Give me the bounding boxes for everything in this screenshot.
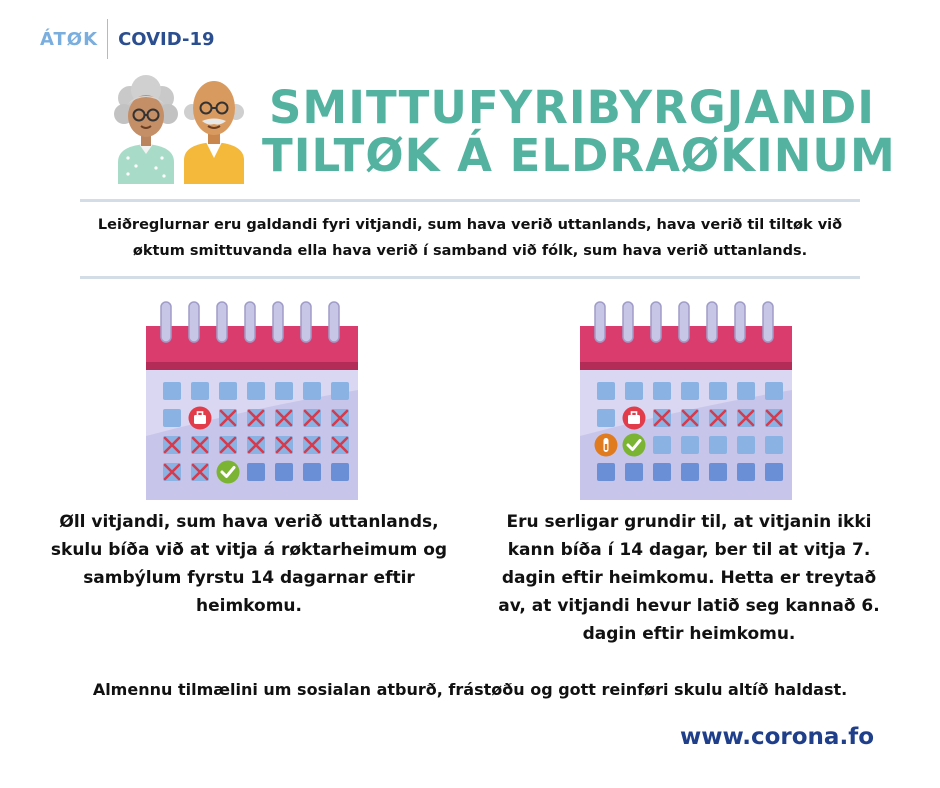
calendar-right-icon [576,296,796,502]
calendar-day [331,382,349,400]
calendar-day [219,382,237,400]
calendar-day [653,463,671,481]
divider-bottom [80,276,860,279]
calendar-day [625,382,643,400]
title-line-2: TILTØK Á ELDRAØKINUM [262,129,896,182]
calendar-ring [707,302,717,342]
calendar-day [275,463,293,481]
calendar-ring [651,302,661,342]
right-column-text: Eru serligar grundir til, at vitjanin ikki kann bíða í 14 dagar, ber til at vitja 7. dagin eftir heimkomu. Hetta er treytað av, at vitjandi hevur latið seg kannað 6. dagin eftir heimkomu. [498,512,880,644]
brand-atok: ÁTØK [40,28,99,50]
calendar-ring [273,302,283,342]
test-tube-fill [605,444,607,450]
calendar-ring [595,302,605,342]
calendar-day [653,436,671,454]
calendar-day [737,436,755,454]
calendar-ring [623,302,633,342]
calendar-day [247,382,265,400]
calendar-day [597,409,615,427]
brand-logo [40,18,215,60]
title-line-1: SMITTUFYRIBYRGJANDI [269,81,875,134]
calendar-header-edge [146,362,358,370]
calendar-day [163,382,181,400]
calendar-day [191,382,209,400]
calendar-day [681,436,699,454]
calendar-day [765,436,783,454]
calendar-left-icon [142,296,362,502]
calendar-ring [217,302,227,342]
calendar-ring [735,302,745,342]
calendar-day [737,382,755,400]
calendar-day [275,382,293,400]
calendar-day [331,463,349,481]
calendar-day [303,382,321,400]
calendar-ring [189,302,199,342]
grandmother-icon [114,75,178,184]
calendar-day [247,463,265,481]
calendar-day [597,463,615,481]
intro-text: Leiðreglurnar eru galdandi fyri vitjandi, sum hava verið uttanlands, hava verið til tiltøk við øktum smittuvanda ella hava verið í samband við fólk, sum hava verið uttanlands. [97,217,843,259]
calendar-ring [161,302,171,342]
grandfather-icon [184,81,244,184]
calendar-ring [679,302,689,342]
calendar-day [303,463,321,481]
brand-covid: COVID-19 [118,28,215,50]
calendar-day [681,463,699,481]
calendar-day [737,463,755,481]
calendar-ring [245,302,255,342]
calendar-day [765,463,783,481]
calendar-day [765,382,783,400]
calendar-day [709,436,727,454]
footer-text: Almennu tilmælini um sosialan atburð, frástøðu og gott reinføri skulu altíð haldast. [92,680,848,699]
calendar-day [709,463,727,481]
calendar-day [681,382,699,400]
website-link[interactable]: www.corona.fo [679,724,874,750]
calendar-ring [763,302,773,342]
page-title [262,81,896,182]
calendar-ring [329,302,339,342]
calendar-day [653,382,671,400]
divider-top [80,199,860,202]
calendar-day [163,409,181,427]
left-column-text: Øll vitjandi, sum hava verið uttanlands, skulu bíða við at vitja á røktarheimum og sambýlum fyrstu 14 dagarnar eftir heimkomu. [50,512,448,616]
calendar-ring [301,302,311,342]
check-icon [217,461,240,484]
calendar-day [625,463,643,481]
check-icon [623,434,646,457]
calendar-day [709,382,727,400]
elderly-couple-icon [108,74,248,184]
calendar-header-edge [580,362,792,370]
calendar-day [597,382,615,400]
